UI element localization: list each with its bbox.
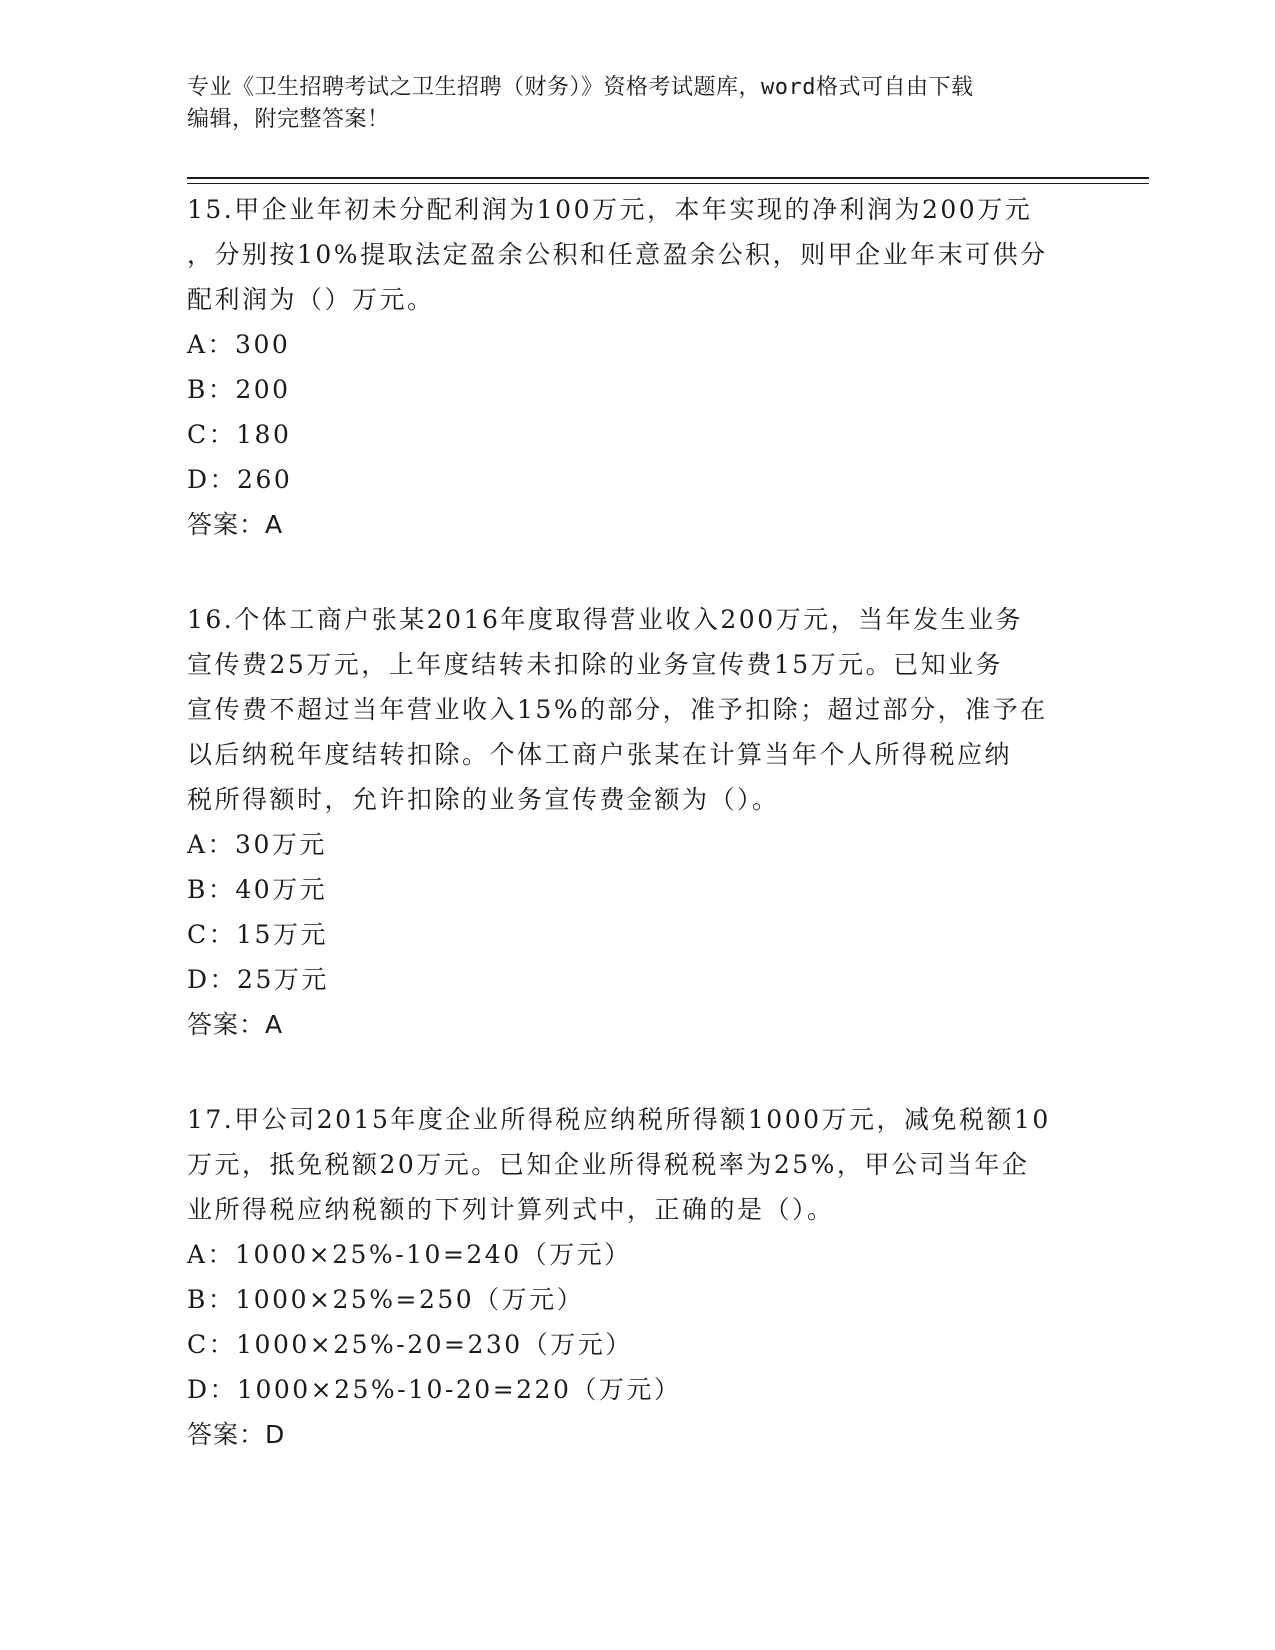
question-16-line-4: 以后纳税年度结转扣除。个体工商户张某在计算当年个人所得税应纳 xyxy=(187,740,1013,769)
question-16-option-b: B：40万元 xyxy=(187,875,328,904)
question-15-option-a: A：300 xyxy=(187,330,291,359)
question-17-line-1: 17.甲公司2015年度企业所得税应纳税所得额1000万元，减免税额10 xyxy=(187,1105,1051,1134)
question-16-line-5: 税所得额时，允许扣除的业务宣传费金额为（）。 xyxy=(187,785,780,814)
question-16-line-2: 宣传费25万元，上年度结转未扣除的业务宣传费15万元。已知业务 xyxy=(187,650,1004,679)
document-header xyxy=(187,72,1087,136)
header-divider-thick xyxy=(187,177,1149,179)
question-17-line-3: 业所得税应纳税额的下列计算列式中，正确的是（）。 xyxy=(187,1195,835,1224)
question-16-option-d: D：25万元 xyxy=(187,965,329,994)
question-16-line-1: 16.个体工商户张某2016年度取得营业收入200万元，当年发生业务 xyxy=(187,605,1024,634)
question-16-answer: 答案：A xyxy=(187,1010,284,1039)
header-line-1: 专业《卫生招聘考试之卫生招聘（财务）》资格考试题库，word格式可自由下载 xyxy=(187,75,974,100)
question-15-option-c: C：180 xyxy=(187,420,292,449)
question-15 xyxy=(187,187,1092,547)
question-17-option-a: A：1000×25%-10=240（万元） xyxy=(187,1240,632,1269)
header-line-2: 编辑，附完整答案！ xyxy=(187,107,390,132)
question-17-line-2: 万元，抵免税额20万元。已知企业所得税税率为25%，甲公司当年企 xyxy=(187,1150,1030,1179)
question-17 xyxy=(187,1097,1092,1457)
header-divider-thin xyxy=(187,183,1149,184)
question-16-option-c: C：15万元 xyxy=(187,920,328,949)
question-15-answer: 答案：A xyxy=(187,510,284,539)
question-17-option-c: C：1000×25%-20=230（万元） xyxy=(187,1330,633,1359)
question-17-option-d: D：1000×25%-10-20=220（万元） xyxy=(187,1375,682,1404)
question-15-option-d: D：260 xyxy=(187,465,293,494)
question-15-line-3: 配利润为（）万元。 xyxy=(187,285,435,314)
question-17-option-b: B：1000×25%=250（万元） xyxy=(187,1285,585,1314)
question-15-option-b: B：200 xyxy=(187,375,291,404)
question-15-line-2: ，分别按10%提取法定盈余公积和任意盈余公积，则甲企业年末可供分 xyxy=(187,240,1048,269)
question-16-option-a: A：30万元 xyxy=(187,830,327,859)
question-17-answer: 答案：D xyxy=(187,1420,286,1449)
question-15-line-1: 15.甲企业年初未分配利润为100万元，本年实现的净利润为200万元 xyxy=(187,195,1033,224)
question-16-line-3: 宣传费不超过当年营业收入15%的部分，准予扣除；超过部分，准予在 xyxy=(187,695,1048,724)
question-16 xyxy=(187,597,1092,1047)
